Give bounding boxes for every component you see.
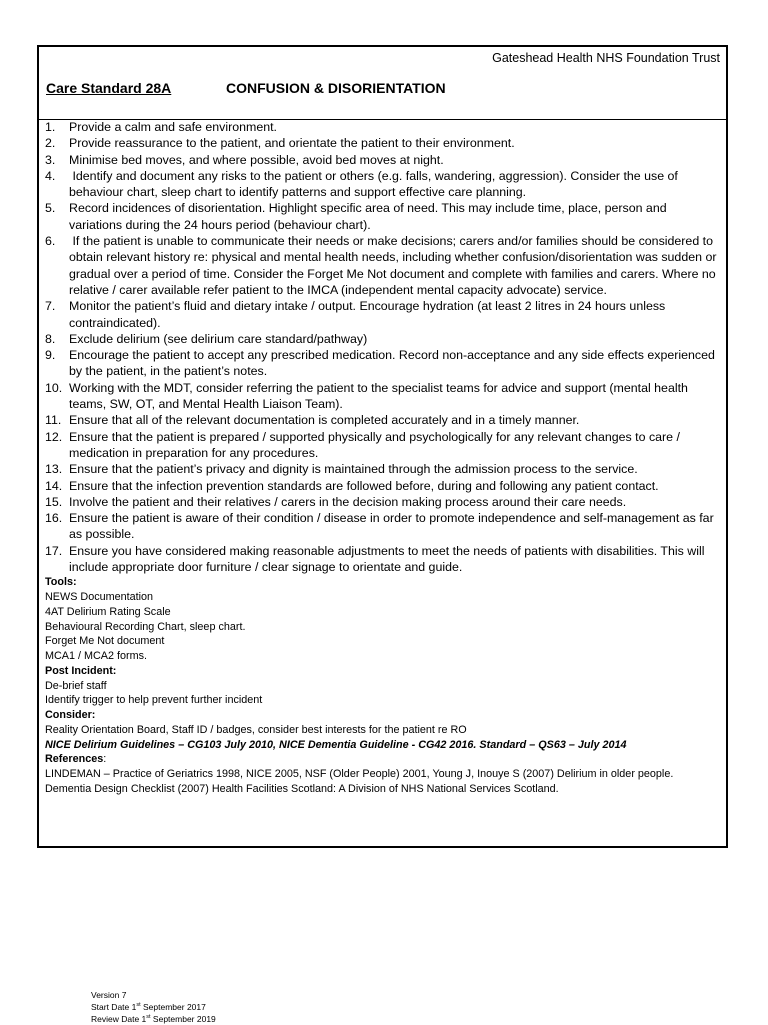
list-item-number: 17. [45,543,63,558]
list-item [45,429,718,462]
list-item-number: 2. [45,136,56,151]
list-item-text: Encourage the patient to accept any prescribed medication. Record non-acceptance and any side effects experienced by the patient, in the patient’s notes. [69,348,719,379]
list-item-number: 16. [45,511,63,526]
version-text: Version 7 [91,990,127,1000]
list-item-text: Ensure that the patient’s privacy and dignity is maintained through the admission process to the service. [69,462,638,477]
list-item-text: Minimise bed moves, and where possible, avoid bed moves at night. [69,152,444,167]
title-row [46,80,446,96]
tools-heading: Tools: [45,576,77,589]
tools-item: Behavioural Recording Chart, sleep chart. [45,620,246,633]
list-item [45,119,718,135]
references-colon: : [103,753,107,766]
start-date [91,1001,216,1013]
list-item-text: Ensure that the patient is prepared / supported physically and psychologically for any relevant changes to care / medication in preparation for any procedures. [69,429,684,460]
review-date-sup: st [146,1014,151,1021]
document-header [39,47,726,120]
list-item-text: Exclude delirium (see delirium care standard/pathway) [69,331,368,346]
list-item-number: 14. [45,478,63,493]
consider-item: Reality Orientation Board, Staff ID / badges, consider best interests for the patient re RO [45,723,467,736]
list-item-text: If the patient is unable to communicate their needs or make decisions; carers and/or families should be considered to obtain relevant history re: physical and mental health needs, including whether confusion/disorientation was sudden or gradual over a period of time. Consider the Forget Me Not document and complete with families and carers. Where no relative / carer available refer patient to the IMCA (independent mental capacity advocate) service. [69,234,720,297]
standard-number: Care Standard 28A [46,80,172,96]
list-item-number: 6. [45,234,56,249]
reference-item: Dementia Design Checklist (2007) Health Facilities Scotland: A Division of NHS National Services Scotland. [45,782,559,795]
list-item-number: 1. [45,120,56,134]
document-footer [91,989,216,1025]
nice-guidelines: NICE Delirium Guidelines – CG103 July 2010, NICE Dementia Guideline - CG42 2016. Standard – QS63 – July 2014 [45,738,627,751]
list-item [45,135,718,151]
review-date [91,1013,216,1025]
list-item-number: 13. [45,462,63,477]
list-item-text: Involve the patient and their relatives / carers in the decision making process around their care needs. [69,494,627,509]
list-item-number: 9. [45,348,56,363]
document-body [45,119,718,797]
list-item-text: Provide a calm and safe environment. [69,120,277,134]
list-item-number: 5. [45,201,56,216]
list-item-number: 8. [45,331,56,346]
list-item-number: 4. [45,168,56,183]
list-item-number: 10. [45,380,63,395]
list-item-text: Monitor the patient’s fluid and dietary intake / output. Encourage hydration (at least 2 litres in 24 hours unless contraindicated). [69,299,669,330]
list-item-text: Ensure that all of the relevant documentation is completed accurately and in a timely manner. [69,413,580,428]
list-item-text: Provide reassurance to the patient, and orientate the patient to their environment. [69,136,515,151]
list-item [45,412,718,428]
review-date-suffix: September 2019 [150,1014,216,1024]
list-item-number: 7. [45,299,56,314]
references-heading-line [45,752,718,767]
list-item [45,298,718,331]
consider-heading: Consider: [45,709,96,722]
care-items-list [45,119,718,575]
list-item [45,168,718,201]
tools-item: Forget Me Not document [45,635,165,648]
post-incident-item: De-brief staff [45,679,107,692]
list-item [45,347,718,380]
tools-item: 4AT Delirium Rating Scale [45,605,171,618]
references-heading: References [45,753,104,766]
start-date-sup: st [136,1002,141,1009]
list-item [45,233,718,298]
list-item [45,331,718,347]
tools-item: NEWS Documentation [45,591,154,604]
post-incident-item: Identify trigger to help prevent further incident [45,694,263,707]
post-incident-heading: Post Incident: [45,664,117,677]
list-item [45,461,718,477]
list-item-number: 3. [45,152,56,167]
care-standard-box [37,45,728,848]
review-date-prefix: Review Date 1 [91,1014,147,1024]
list-item-text: Record incidences of disorientation. Highlight specific area of need. This may include time, place, person and variations during the 24 hours period (behaviour chart). [69,201,671,232]
list-item [45,380,718,413]
list-item-number: 15. [45,494,63,509]
page-title: CONFUSION & DISORIENTATION [226,80,446,96]
list-item-number: 11. [45,413,62,428]
start-date-suffix: September 2017 [140,1002,206,1012]
list-item-text: Ensure you have considered making reasonable adjustments to meet the needs of patients with disabilities. This will include appropriate door furniture / clear signage to orientate and guide. [69,543,708,575]
list-item-text: Identify and document any risks to the patient or others (e.g. falls, wandering, aggression). Consider the use of behaviour chart, sleep chart to identify patterns and support effective care planning. [69,168,682,200]
list-item [45,200,718,233]
list-item [45,494,718,510]
trust-name: Gateshead Health NHS Foundation Trust [492,51,720,65]
list-item [45,543,718,576]
list-item-text: Ensure that the infection prevention standards are followed before, during and following any patient contact. [69,478,659,493]
list-item-number: 12. [45,429,63,444]
start-date-prefix: Start Date 1 [91,1002,137,1012]
list-item [45,510,718,543]
list-item-text: Ensure the patient is aware of their condition / disease in order to promote independence and self-management as far as possible. [69,511,718,542]
supporting-info [45,575,718,796]
tools-item: MCA1 / MCA2 forms. [45,650,147,663]
list-item-text: Working with the MDT, consider referring the patient to the specialist teams for advice and support (mental health teams, SW, OT, and Mental Health Liaison Team). [69,380,692,412]
list-item [45,478,718,494]
reference-item: LINDEMAN – Practice of Geriatrics 1998, NICE 2005, NSF (Older People) 2001, Young J, Inouye S (2007) Delirium in older people. [45,768,674,781]
list-item [45,152,718,168]
